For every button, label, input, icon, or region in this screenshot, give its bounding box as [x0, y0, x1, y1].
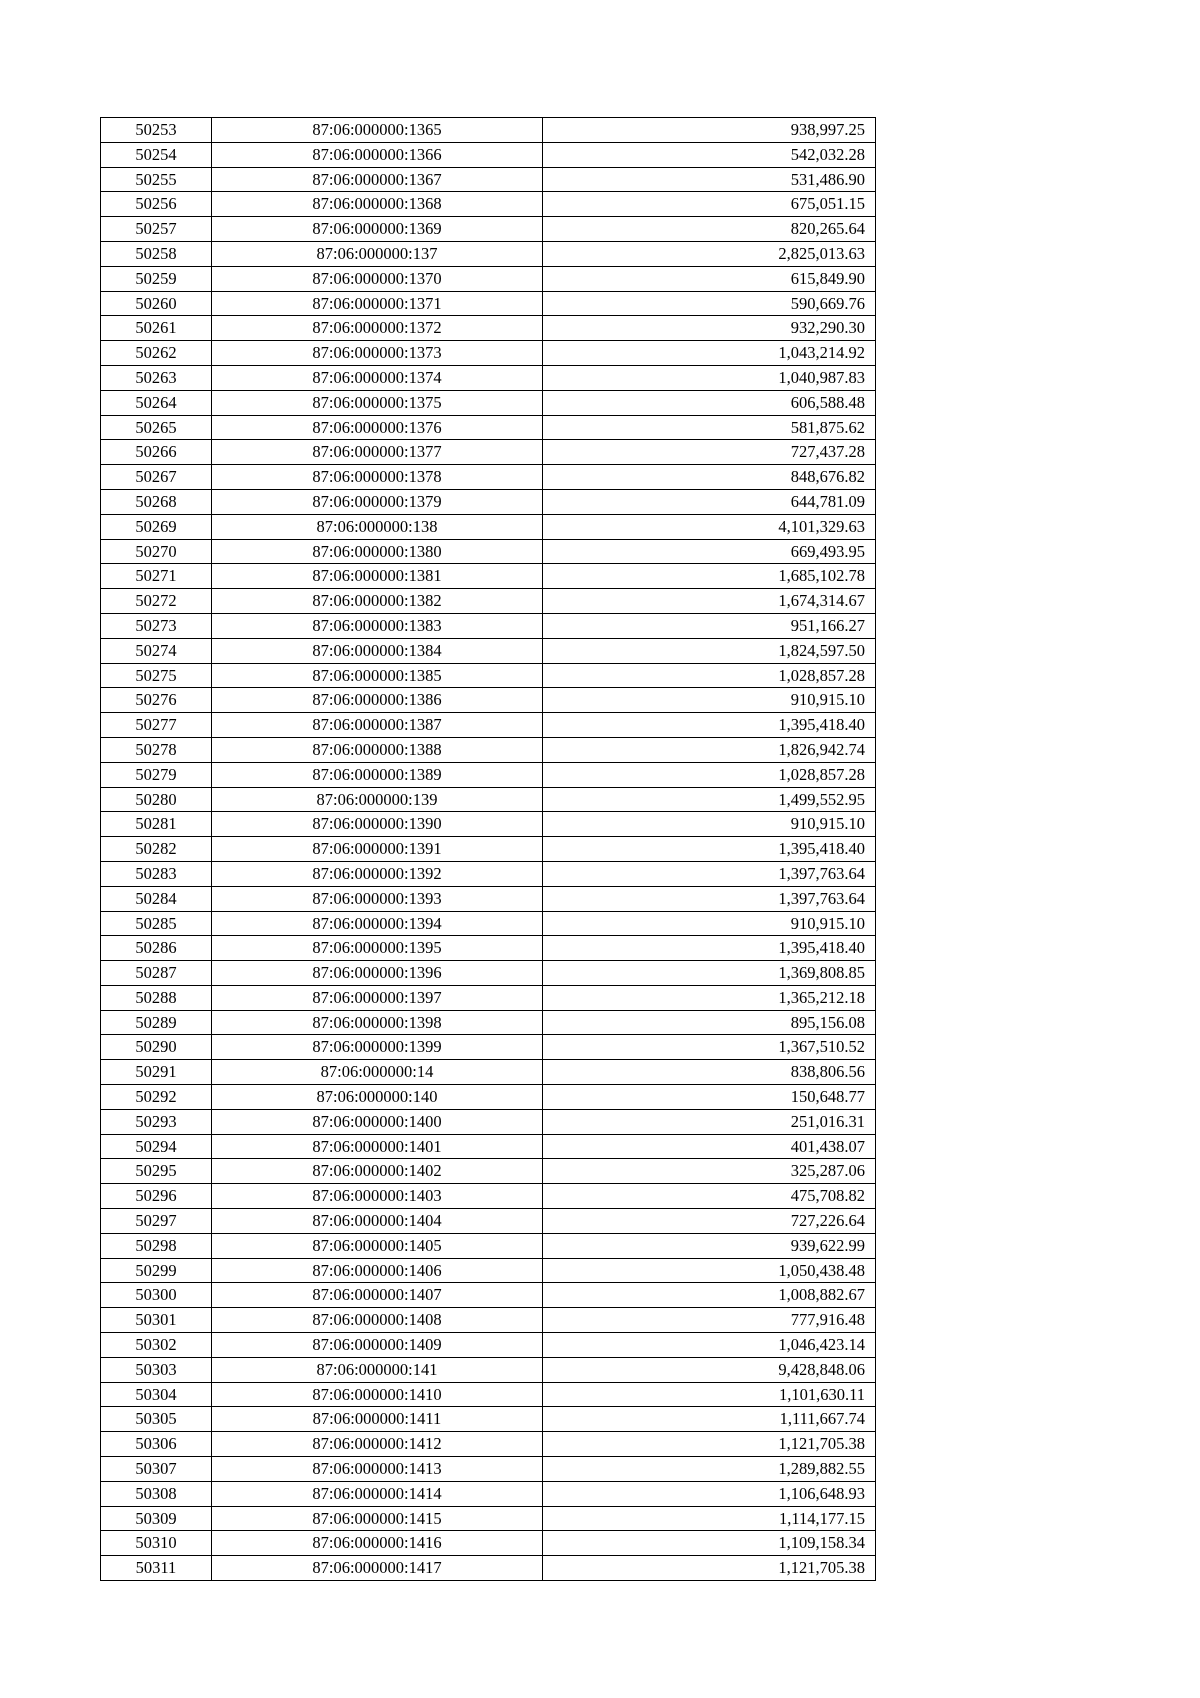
row-number-cell: 50286 [101, 936, 212, 961]
row-number-cell: 50302 [101, 1333, 212, 1358]
row-number-cell: 50253 [101, 118, 212, 143]
value-cell: 581,875.62 [543, 415, 876, 440]
table-row [101, 1060, 876, 1085]
value-cell: 4,101,329.63 [543, 514, 876, 539]
table-row [101, 1184, 876, 1209]
table-row [101, 266, 876, 291]
table-row [101, 192, 876, 217]
row-number-cell: 50282 [101, 837, 212, 862]
cadastral-number-cell: 87:06:000000:1388 [212, 737, 543, 762]
row-number-cell: 50261 [101, 316, 212, 341]
cadastral-number-cell: 87:06:000000:1383 [212, 613, 543, 638]
row-number-cell: 50304 [101, 1382, 212, 1407]
value-cell: 1,395,418.40 [543, 837, 876, 862]
value-cell: 675,051.15 [543, 192, 876, 217]
value-cell: 401,438.07 [543, 1134, 876, 1159]
value-cell: 1,685,102.78 [543, 564, 876, 589]
table-row [101, 688, 876, 713]
table-row [101, 465, 876, 490]
value-cell: 1,109,158.34 [543, 1531, 876, 1556]
cadastral-number-cell: 87:06:000000:1404 [212, 1209, 543, 1234]
row-number-cell: 50309 [101, 1506, 212, 1531]
value-cell: 1,369,808.85 [543, 961, 876, 986]
row-number-cell: 50257 [101, 217, 212, 242]
value-cell: 1,050,438.48 [543, 1258, 876, 1283]
cadastral-number-cell: 87:06:000000:1373 [212, 341, 543, 366]
value-cell: 1,674,314.67 [543, 589, 876, 614]
row-number-cell: 50267 [101, 465, 212, 490]
row-number-cell: 50275 [101, 663, 212, 688]
row-number-cell: 50262 [101, 341, 212, 366]
value-cell: 644,781.09 [543, 489, 876, 514]
value-cell: 150,648.77 [543, 1085, 876, 1110]
cadastral-number-cell: 87:06:000000:1416 [212, 1531, 543, 1556]
table-row [101, 663, 876, 688]
value-cell: 542,032.28 [543, 142, 876, 167]
row-number-cell: 50258 [101, 241, 212, 266]
value-cell: 1,111,667.74 [543, 1407, 876, 1432]
row-number-cell: 50308 [101, 1481, 212, 1506]
value-cell: 606,588.48 [543, 390, 876, 415]
row-number-cell: 50292 [101, 1085, 212, 1110]
cadastral-number-cell: 87:06:000000:137 [212, 241, 543, 266]
cadastral-number-cell: 87:06:000000:1385 [212, 663, 543, 688]
value-cell: 1,028,857.28 [543, 663, 876, 688]
table-row [101, 539, 876, 564]
table-row [101, 737, 876, 762]
row-number-cell: 50284 [101, 886, 212, 911]
cadastral-number-cell: 87:06:000000:1405 [212, 1233, 543, 1258]
cadastral-number-cell: 87:06:000000:1394 [212, 911, 543, 936]
value-cell: 932,290.30 [543, 316, 876, 341]
row-number-cell: 50281 [101, 812, 212, 837]
cadastral-number-cell: 87:06:000000:1413 [212, 1457, 543, 1482]
value-cell: 325,287.06 [543, 1159, 876, 1184]
row-number-cell: 50276 [101, 688, 212, 713]
cadastral-number-cell: 87:06:000000:1391 [212, 837, 543, 862]
cadastral-number-cell: 87:06:000000:1415 [212, 1506, 543, 1531]
value-cell: 669,493.95 [543, 539, 876, 564]
value-cell: 1,046,423.14 [543, 1333, 876, 1358]
row-number-cell: 50288 [101, 985, 212, 1010]
value-cell: 251,016.31 [543, 1109, 876, 1134]
data-table [100, 117, 876, 1581]
value-cell: 910,915.10 [543, 688, 876, 713]
cadastral-number-cell: 87:06:000000:1406 [212, 1258, 543, 1283]
value-cell: 1,395,418.40 [543, 936, 876, 961]
cadastral-number-cell: 87:06:000000:1393 [212, 886, 543, 911]
table-row [101, 1109, 876, 1134]
cadastral-number-cell: 87:06:000000:1374 [212, 365, 543, 390]
table-row [101, 1357, 876, 1382]
table-row [101, 316, 876, 341]
table-row [101, 1010, 876, 1035]
value-cell: 1,397,763.64 [543, 886, 876, 911]
row-number-cell: 50307 [101, 1457, 212, 1482]
table-row [101, 142, 876, 167]
value-cell: 727,437.28 [543, 440, 876, 465]
cadastral-number-cell: 87:06:000000:139 [212, 787, 543, 812]
cadastral-number-cell: 87:06:000000:1386 [212, 688, 543, 713]
row-number-cell: 50266 [101, 440, 212, 465]
row-number-cell: 50273 [101, 613, 212, 638]
cadastral-number-cell: 87:06:000000:1365 [212, 118, 543, 143]
cadastral-number-cell: 87:06:000000:1380 [212, 539, 543, 564]
value-cell: 1,106,648.93 [543, 1481, 876, 1506]
cadastral-number-cell: 87:06:000000:1375 [212, 390, 543, 415]
cadastral-number-cell: 87:06:000000:1396 [212, 961, 543, 986]
row-number-cell: 50289 [101, 1010, 212, 1035]
table-row [101, 1085, 876, 1110]
value-cell: 1,499,552.95 [543, 787, 876, 812]
value-cell: 1,367,510.52 [543, 1035, 876, 1060]
cadastral-number-cell: 87:06:000000:1403 [212, 1184, 543, 1209]
table-row [101, 1457, 876, 1482]
cadastral-number-cell: 87:06:000000:1412 [212, 1432, 543, 1457]
row-number-cell: 50301 [101, 1308, 212, 1333]
cadastral-number-cell: 87:06:000000:1398 [212, 1010, 543, 1035]
row-number-cell: 50268 [101, 489, 212, 514]
cadastral-number-cell: 87:06:000000:1369 [212, 217, 543, 242]
row-number-cell: 50277 [101, 713, 212, 738]
row-number-cell: 50303 [101, 1357, 212, 1382]
cadastral-number-cell: 87:06:000000:1401 [212, 1134, 543, 1159]
table-row [101, 1283, 876, 1308]
table-row [101, 1382, 876, 1407]
table-row [101, 1432, 876, 1457]
row-number-cell: 50294 [101, 1134, 212, 1159]
table-row [101, 911, 876, 936]
row-number-cell: 50311 [101, 1556, 212, 1581]
row-number-cell: 50310 [101, 1531, 212, 1556]
row-number-cell: 50306 [101, 1432, 212, 1457]
table-row [101, 1159, 876, 1184]
row-number-cell: 50298 [101, 1233, 212, 1258]
row-number-cell: 50263 [101, 365, 212, 390]
row-number-cell: 50278 [101, 737, 212, 762]
cadastral-number-cell: 87:06:000000:138 [212, 514, 543, 539]
row-number-cell: 50296 [101, 1184, 212, 1209]
row-number-cell: 50279 [101, 762, 212, 787]
cadastral-number-cell: 87:06:000000:14 [212, 1060, 543, 1085]
table-row [101, 341, 876, 366]
table-row [101, 217, 876, 242]
table-row [101, 861, 876, 886]
table-row [101, 390, 876, 415]
cadastral-number-cell: 87:06:000000:1392 [212, 861, 543, 886]
row-number-cell: 50283 [101, 861, 212, 886]
table-row [101, 787, 876, 812]
table-row [101, 1407, 876, 1432]
table-row [101, 613, 876, 638]
table-row [101, 415, 876, 440]
cadastral-number-cell: 87:06:000000:1368 [212, 192, 543, 217]
value-cell: 777,916.48 [543, 1308, 876, 1333]
value-cell: 838,806.56 [543, 1060, 876, 1085]
value-cell: 848,676.82 [543, 465, 876, 490]
row-number-cell: 50290 [101, 1035, 212, 1060]
row-number-cell: 50260 [101, 291, 212, 316]
row-number-cell: 50259 [101, 266, 212, 291]
cadastral-number-cell: 87:06:000000:1377 [212, 440, 543, 465]
row-number-cell: 50254 [101, 142, 212, 167]
value-cell: 895,156.08 [543, 1010, 876, 1035]
value-cell: 1,395,418.40 [543, 713, 876, 738]
table-row [101, 936, 876, 961]
cadastral-number-cell: 87:06:000000:1408 [212, 1308, 543, 1333]
value-cell: 9,428,848.06 [543, 1357, 876, 1382]
row-number-cell: 50291 [101, 1060, 212, 1085]
value-cell: 1,289,882.55 [543, 1457, 876, 1482]
value-cell: 531,486.90 [543, 167, 876, 192]
table-body [101, 118, 876, 1581]
value-cell: 475,708.82 [543, 1184, 876, 1209]
table-row [101, 1258, 876, 1283]
row-number-cell: 50285 [101, 911, 212, 936]
row-number-cell: 50293 [101, 1109, 212, 1134]
table-row [101, 241, 876, 266]
row-number-cell: 50264 [101, 390, 212, 415]
cadastral-number-cell: 87:06:000000:1410 [212, 1382, 543, 1407]
value-cell: 1,121,705.38 [543, 1556, 876, 1581]
cadastral-number-cell: 87:06:000000:141 [212, 1357, 543, 1382]
row-number-cell: 50280 [101, 787, 212, 812]
table-row [101, 1308, 876, 1333]
table-row [101, 1481, 876, 1506]
cadastral-number-cell: 87:06:000000:1372 [212, 316, 543, 341]
table-row [101, 1209, 876, 1234]
row-number-cell: 50295 [101, 1159, 212, 1184]
value-cell: 2,825,013.63 [543, 241, 876, 266]
table-row [101, 589, 876, 614]
value-cell: 910,915.10 [543, 911, 876, 936]
table-row [101, 514, 876, 539]
table-row [101, 1556, 876, 1581]
row-number-cell: 50272 [101, 589, 212, 614]
value-cell: 1,028,857.28 [543, 762, 876, 787]
value-cell: 727,226.64 [543, 1209, 876, 1234]
row-number-cell: 50299 [101, 1258, 212, 1283]
cadastral-number-cell: 87:06:000000:1384 [212, 638, 543, 663]
value-cell: 1,365,212.18 [543, 985, 876, 1010]
cadastral-number-cell: 87:06:000000:1417 [212, 1556, 543, 1581]
table-row [101, 489, 876, 514]
table-row [101, 762, 876, 787]
value-cell: 939,622.99 [543, 1233, 876, 1258]
value-cell: 1,114,177.15 [543, 1506, 876, 1531]
table-row [101, 1134, 876, 1159]
cadastral-number-cell: 87:06:000000:1397 [212, 985, 543, 1010]
cadastral-number-cell: 87:06:000000:1366 [212, 142, 543, 167]
row-number-cell: 50255 [101, 167, 212, 192]
table-row [101, 365, 876, 390]
row-number-cell: 50300 [101, 1283, 212, 1308]
cadastral-number-cell: 87:06:000000:1389 [212, 762, 543, 787]
cadastral-number-cell: 87:06:000000:1376 [212, 415, 543, 440]
cadastral-number-cell: 87:06:000000:1379 [212, 489, 543, 514]
row-number-cell: 50270 [101, 539, 212, 564]
table-row [101, 638, 876, 663]
cadastral-number-cell: 87:06:000000:1387 [212, 713, 543, 738]
table-row [101, 713, 876, 738]
table-row [101, 1333, 876, 1358]
cadastral-number-cell: 87:06:000000:1370 [212, 266, 543, 291]
cadastral-number-cell: 87:06:000000:140 [212, 1085, 543, 1110]
cadastral-number-cell: 87:06:000000:1414 [212, 1481, 543, 1506]
cadastral-number-cell: 87:06:000000:1399 [212, 1035, 543, 1060]
row-number-cell: 50305 [101, 1407, 212, 1432]
value-cell: 820,265.64 [543, 217, 876, 242]
row-number-cell: 50269 [101, 514, 212, 539]
row-number-cell: 50287 [101, 961, 212, 986]
value-cell: 1,826,942.74 [543, 737, 876, 762]
table-row [101, 291, 876, 316]
cadastral-number-cell: 87:06:000000:1382 [212, 589, 543, 614]
cadastral-number-cell: 87:06:000000:1378 [212, 465, 543, 490]
table-row [101, 1035, 876, 1060]
table-row [101, 167, 876, 192]
value-cell: 938,997.25 [543, 118, 876, 143]
table-row [101, 1531, 876, 1556]
cadastral-number-cell: 87:06:000000:1409 [212, 1333, 543, 1358]
cadastral-number-cell: 87:06:000000:1371 [212, 291, 543, 316]
table-row [101, 1506, 876, 1531]
table-row [101, 886, 876, 911]
value-cell: 590,669.76 [543, 291, 876, 316]
cadastral-number-cell: 87:06:000000:1381 [212, 564, 543, 589]
row-number-cell: 50265 [101, 415, 212, 440]
value-cell: 1,043,214.92 [543, 341, 876, 366]
value-cell: 1,008,882.67 [543, 1283, 876, 1308]
cadastral-number-cell: 87:06:000000:1411 [212, 1407, 543, 1432]
cadastral-number-cell: 87:06:000000:1400 [212, 1109, 543, 1134]
row-number-cell: 50256 [101, 192, 212, 217]
cadastral-number-cell: 87:06:000000:1390 [212, 812, 543, 837]
table-row [101, 837, 876, 862]
table-row [101, 118, 876, 143]
table-row [101, 812, 876, 837]
value-cell: 615,849.90 [543, 266, 876, 291]
row-number-cell: 50271 [101, 564, 212, 589]
value-cell: 1,040,987.83 [543, 365, 876, 390]
cadastral-number-cell: 87:06:000000:1402 [212, 1159, 543, 1184]
value-cell: 1,824,597.50 [543, 638, 876, 663]
value-cell: 1,397,763.64 [543, 861, 876, 886]
value-cell: 1,101,630.11 [543, 1382, 876, 1407]
value-cell: 951,166.27 [543, 613, 876, 638]
cadastral-number-cell: 87:06:000000:1367 [212, 167, 543, 192]
table-row [101, 985, 876, 1010]
table-row [101, 440, 876, 465]
cadastral-number-cell: 87:06:000000:1395 [212, 936, 543, 961]
table-row [101, 961, 876, 986]
table-row [101, 564, 876, 589]
row-number-cell: 50274 [101, 638, 212, 663]
value-cell: 910,915.10 [543, 812, 876, 837]
cadastral-number-cell: 87:06:000000:1407 [212, 1283, 543, 1308]
table-row [101, 1233, 876, 1258]
row-number-cell: 50297 [101, 1209, 212, 1234]
value-cell: 1,121,705.38 [543, 1432, 876, 1457]
